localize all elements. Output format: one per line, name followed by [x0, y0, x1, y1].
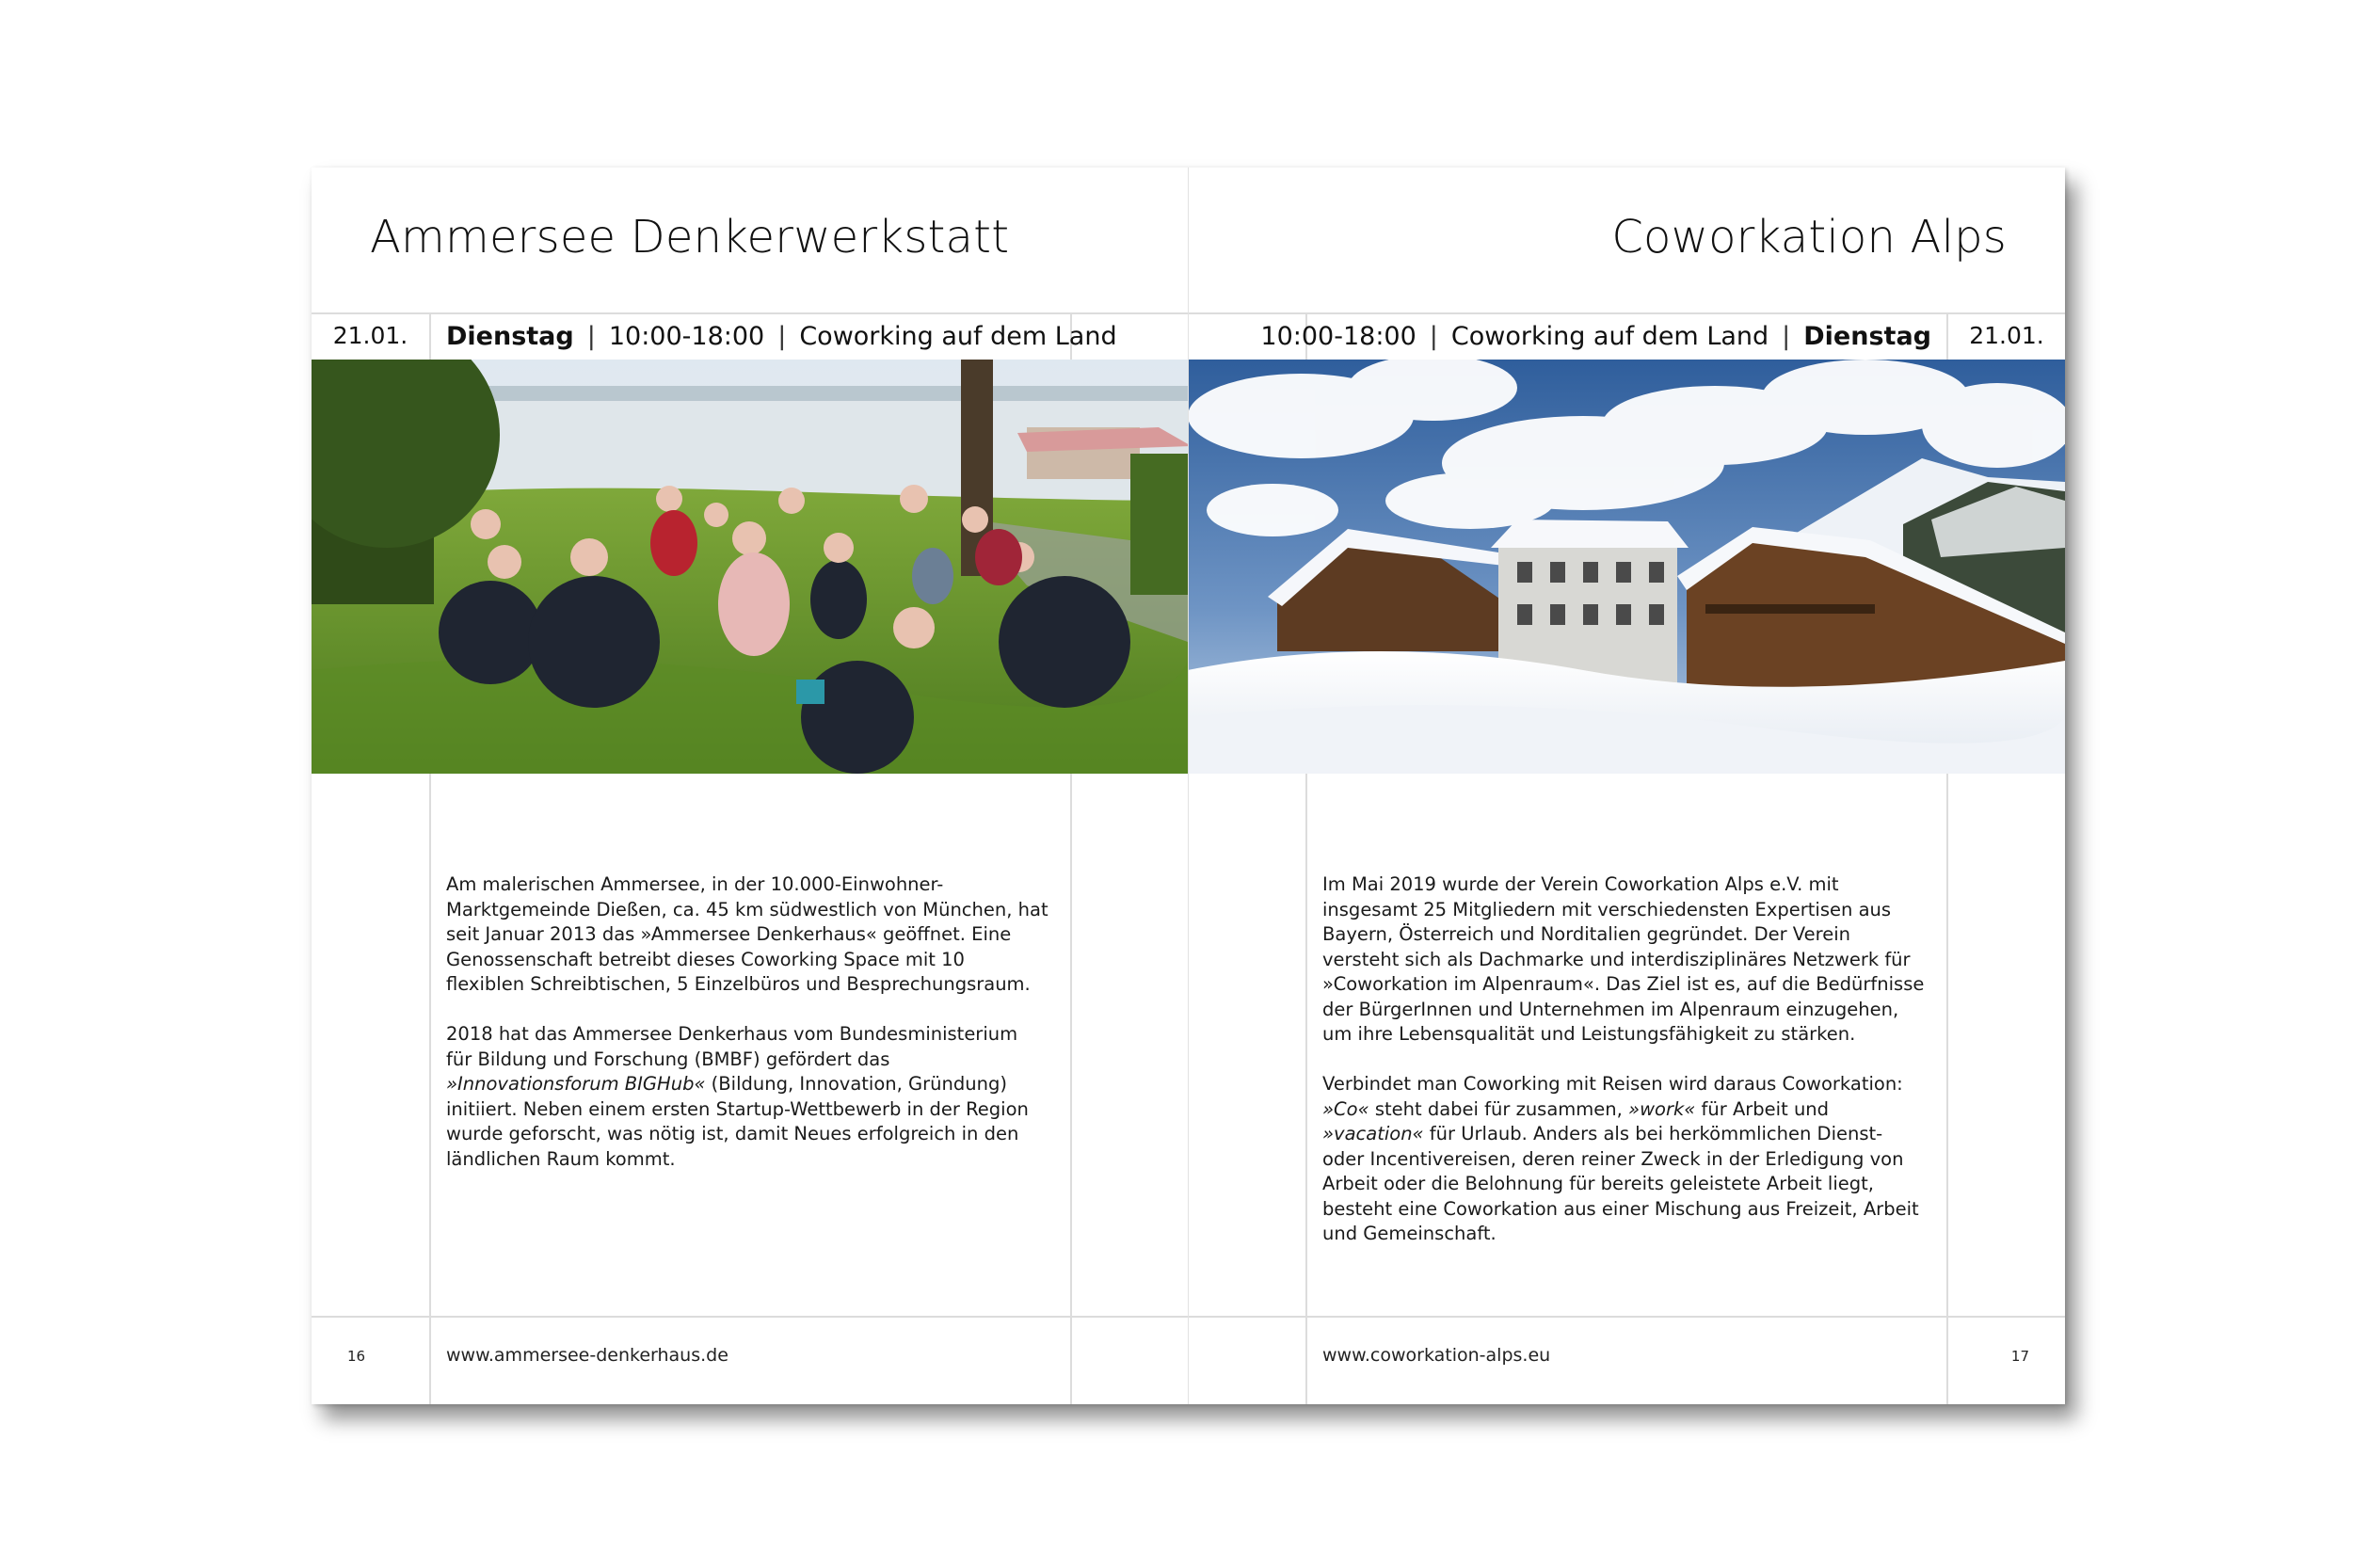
separator: | — [1782, 321, 1791, 351]
right-time: 10:00-18:00 — [1260, 321, 1417, 351]
group-meeting-photo — [312, 360, 1188, 774]
brochure-spread — [312, 168, 2065, 1404]
right-weekday: Dienstag — [1803, 321, 1931, 351]
right-paragraph-1: Im Mai 2019 wurde der Verein Coworkation Alps e.V. mit insgesamt 25 Mitgliedern mit verschiedensten Expertisen aus Bayern, Österreich und Norditalien gegründet. Der Verein versteht sich als Dachmarke und interdisziplinäres Netzwerk für »Coworkation im Alpenraum«. Das Ziel ist es, auf die Bedürfnisse der BürgerInnen und Unternehmen im Alpenraum einzugehen, um ihre Lebensqualität und Leistungsfähigkeit zu stärken. — [1322, 873, 1925, 1045]
separator: | — [1429, 321, 1438, 351]
footer-rule — [1189, 1316, 2065, 1318]
separator: | — [777, 321, 787, 351]
column-divider — [1070, 774, 1072, 1404]
footer-rule — [312, 1316, 1188, 1318]
left-header-bar — [446, 314, 1117, 358]
page-number: 17 — [2010, 1348, 2029, 1365]
left-date: 21.01. — [332, 322, 408, 349]
left-paragraph-1: Am malerischen Ammersee, in der 10.000-Einwohner-Marktgemeinde Dießen, ca. 45 km südwestlich von München, hat seit Januar 2013 das »Ammersee Denkerhaus« geöffnet. Eine Genossenschaft betreibt dieses Coworking Space mit 10 flexiblen Schreibtischen, 5 Einzelbüros und Besprechungsraum. — [446, 873, 1048, 995]
column-divider — [1946, 774, 1948, 1404]
right-page-title: Coworkation Alps — [1611, 211, 2007, 264]
column-divider — [429, 774, 431, 1404]
right-body-text — [1322, 872, 1925, 1272]
left-paragraph-2: 2018 hat das Ammersee Denkerhaus vom Bundesministerium für Bildung und Forschung (BMBF) gefördert das »Innovationsforum BIGHub« (Bildung, Innovation, Gründung) initiiert. Neben einem ersten Startup-Wettbewerb in der Region wurde geforscht, was nötig ist, damit Neues erfolgreich in den ländlichen Raum kommt. — [446, 1023, 1029, 1170]
right-website-url: www.coworkation-alps.eu — [1322, 1345, 1551, 1366]
right-date: 21.01. — [1969, 322, 2044, 349]
left-page-title: Ammersee Denkerwerkstatt — [370, 211, 1010, 264]
right-paragraph-2: Verbindet man Coworking mit Reisen wird daraus Coworkation: »Co« steht dabei für zusammen, »work« für Arbeit und »vacation« für Urlaub. Anders als bei herkömmlichen Dienst- oder Incentivereisen, deren reiner Zweck in der Erledigung von Arbeit oder die Belohnung für bereits geleistete Arbeit liegt, besteht eine Coworkation aus einer Mischung aus Freizeit, Arbeit und Gemeinschaft. — [1322, 1073, 1919, 1244]
left-page — [312, 168, 1188, 1404]
right-header-bar — [1260, 314, 1931, 358]
column-divider — [429, 312, 431, 360]
left-body-text — [446, 872, 1048, 1197]
left-time: 10:00-18:00 — [608, 321, 765, 351]
column-divider — [1305, 774, 1307, 1404]
page-number: 16 — [347, 1348, 366, 1365]
left-subtitle: Coworking auf dem Land — [799, 321, 1117, 351]
alpine-chalets-photo — [1189, 360, 2065, 774]
right-subtitle: Coworking auf dem Land — [1450, 321, 1769, 351]
right-page — [1189, 168, 2065, 1404]
left-weekday: Dienstag — [446, 321, 574, 351]
left-website-url: www.ammersee-denkerhaus.de — [446, 1345, 728, 1366]
separator: | — [586, 321, 596, 351]
